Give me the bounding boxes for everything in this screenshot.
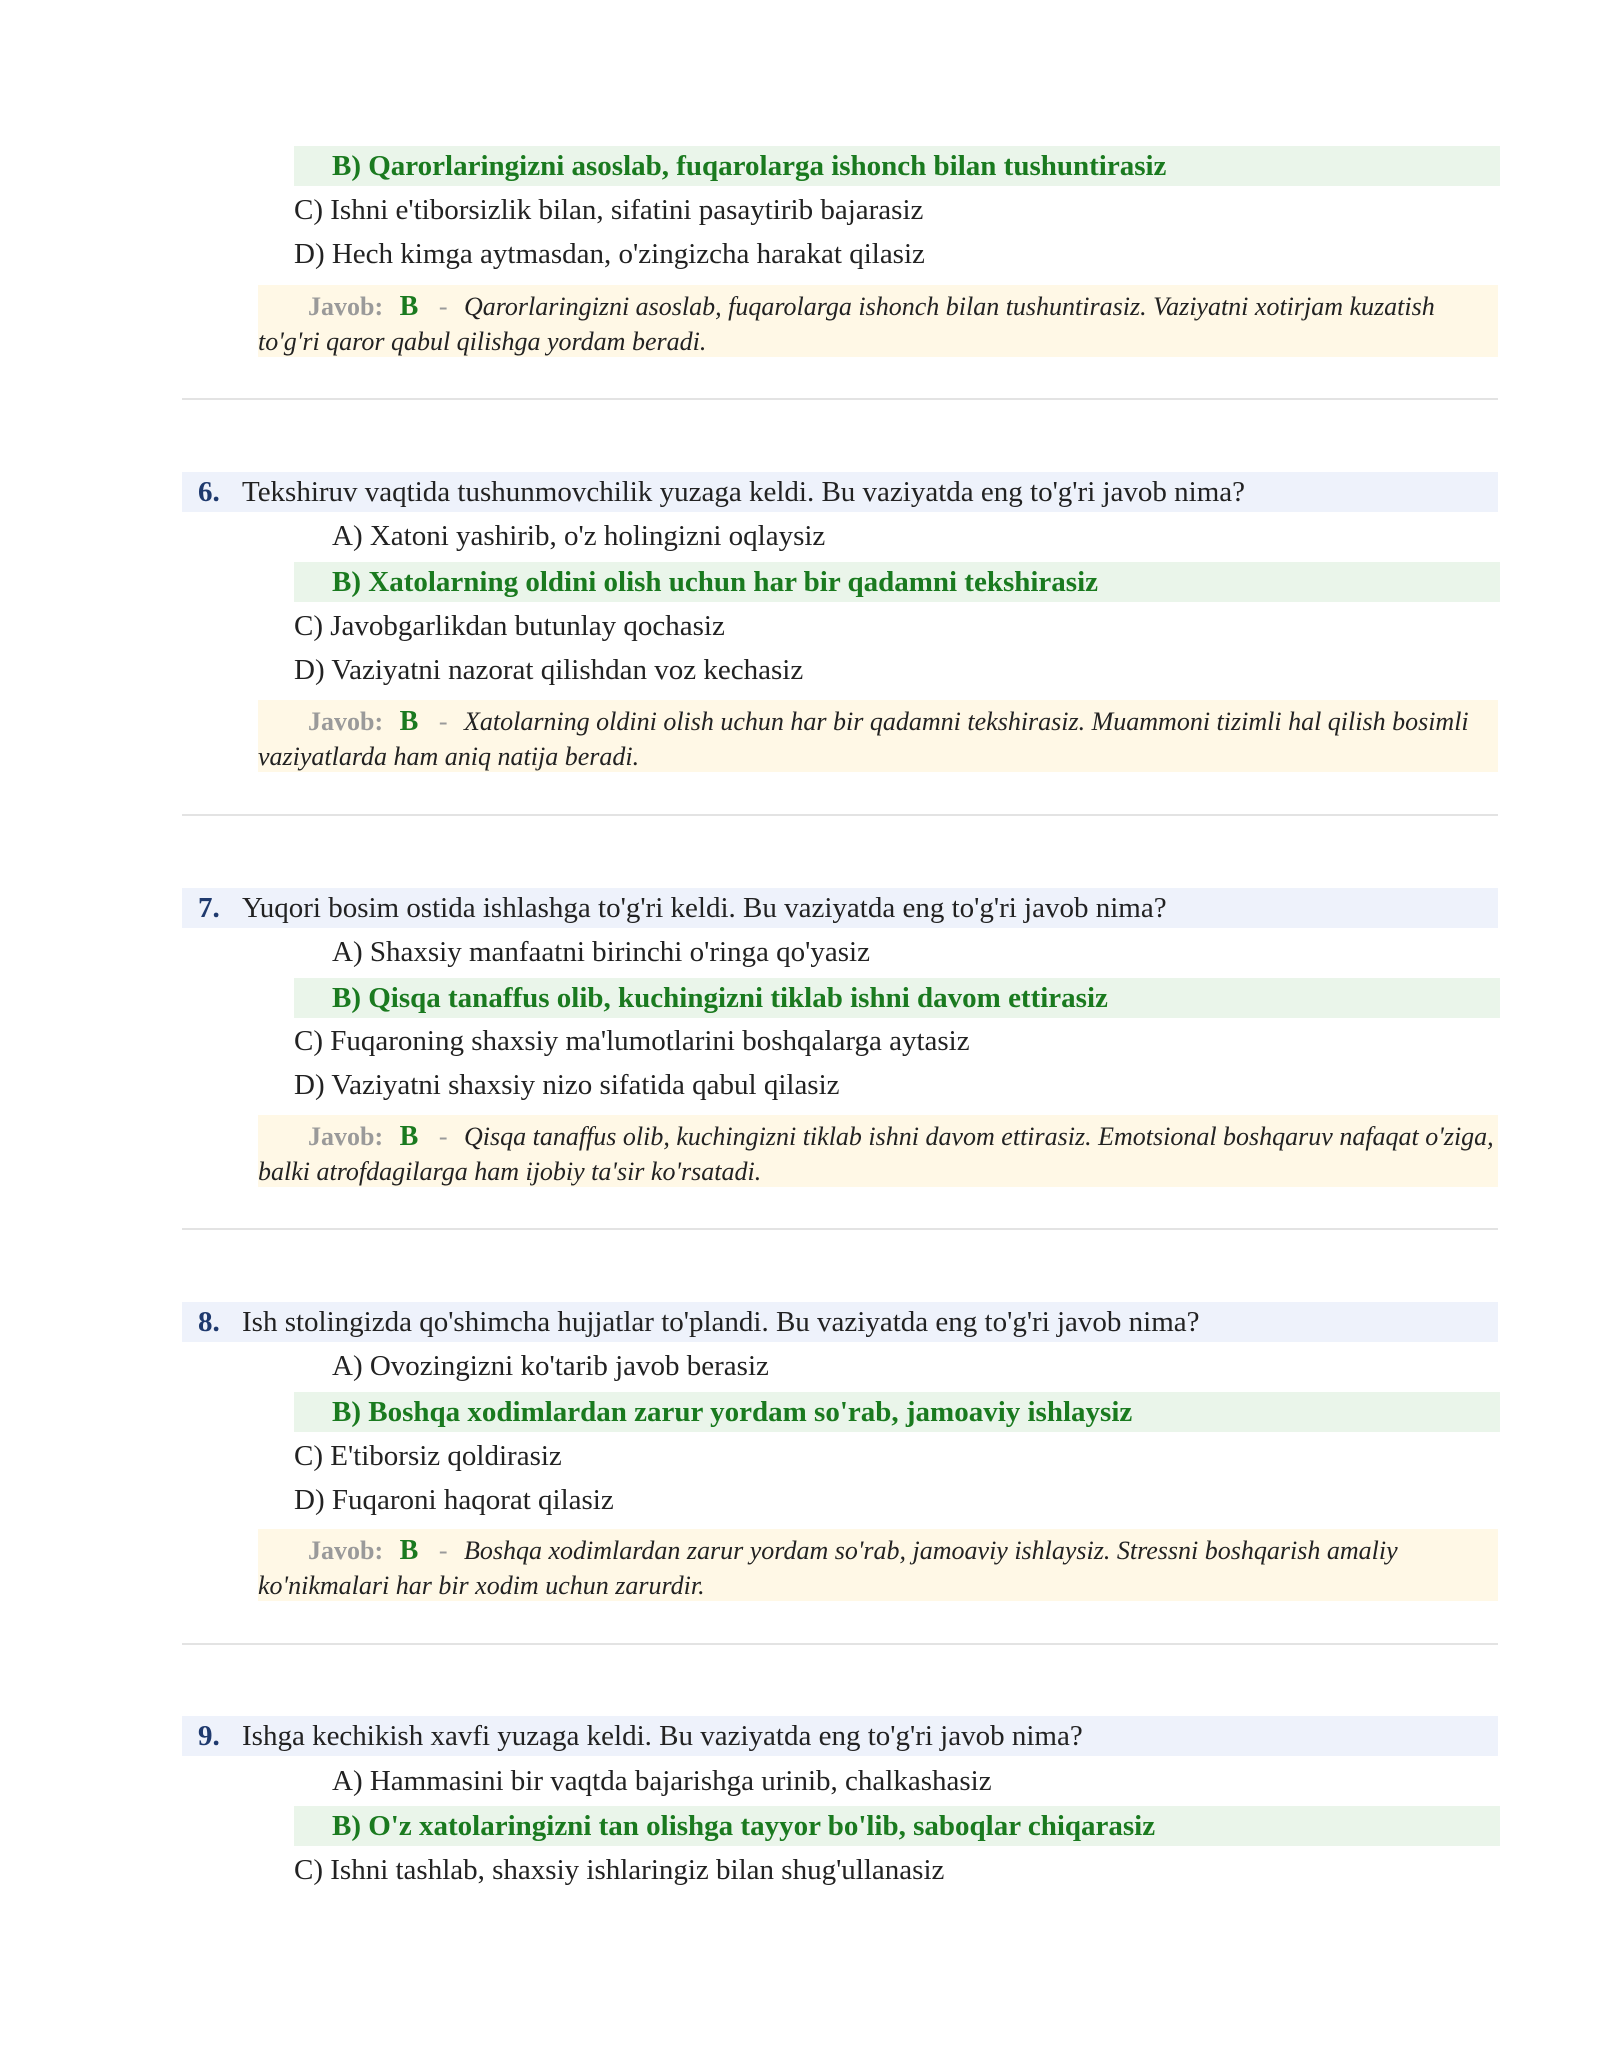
answer-letter: B	[399, 291, 419, 322]
answer-box	[258, 1529, 1498, 1601]
option-text: Ishni e'tiborsizlik bilan, sifatini pasaytirib bajarasiz	[330, 194, 924, 226]
option-text: Shaxsiy manfaatni birinchi o'ringa qo'yasiz	[369, 936, 870, 968]
option-b-correct	[294, 1806, 1500, 1846]
option-b-correct	[294, 146, 1500, 186]
answer-box	[258, 285, 1498, 357]
option-label: D)	[294, 1069, 325, 1101]
option-text: Ovozingizni ko'tarib javob berasiz	[369, 1350, 769, 1382]
option-text: Ishni tashlab, shaxsiy ishlaringiz bilan shug'ullanasiz	[330, 1854, 945, 1886]
option-text: Vaziyatni nazorat qilishdan voz kechasiz	[331, 654, 804, 686]
divider	[182, 398, 1498, 400]
option-a	[332, 516, 825, 556]
option-text: Qisqa tanaffus olib, kuchingizni tiklab ishni davom ettirasiz	[368, 982, 1108, 1014]
answer-explanation: Qisqa tanaffus olib, kuchingizni tiklab ishni davom ettirasiz. Emotsional boshqaruv nafaqat o'ziga, balki atrofdagilarga ham ijobiy ta'sir ko'rsatadi.	[258, 1122, 1494, 1186]
answer-letter: B	[399, 1535, 419, 1566]
option-c	[294, 606, 725, 646]
answer-label: Javob:	[308, 1122, 384, 1151]
option-label: C)	[294, 194, 323, 226]
question-number: 7.	[198, 892, 220, 924]
option-text: Hech kimga aytmasdan, o'zingizcha harakat qilasiz	[331, 238, 925, 270]
option-text: O'z xatolaringizni tan olishga tayyor bo'lib, saboqlar chiqarasiz	[368, 1810, 1156, 1842]
option-c	[294, 1436, 562, 1476]
option-label: D)	[294, 1484, 325, 1516]
answer-explanation: Xatolarning oldini olish uchun har bir qadamni tekshirasiz. Muammoni tizimli hal qilish bosimli vaziyatlarda ham aniq natija beradi.	[258, 707, 1469, 771]
question-7	[182, 888, 1498, 928]
option-text: Javobgarlikdan butunlay qochasiz	[330, 610, 725, 642]
question-8	[182, 1302, 1498, 1342]
option-c	[294, 190, 923, 230]
option-a	[332, 1761, 992, 1801]
option-a	[332, 1346, 769, 1386]
option-label: B)	[332, 1810, 361, 1842]
option-text: Vaziyatni shaxsiy nizo sifatida qabul qilasiz	[331, 1069, 840, 1101]
option-b-correct	[294, 978, 1500, 1018]
option-text: Xatolarning oldini olish uchun har bir qadamni tekshirasiz	[368, 566, 1099, 598]
answer-dash: -	[438, 292, 448, 321]
divider	[182, 1228, 1498, 1230]
question-text: Tekshiruv vaqtida tushunmovchilik yuzaga keldi. Bu vaziyatda eng to'g'ri javob nima?	[242, 476, 1246, 508]
option-text: Xatoni yashirib, o'z holingizni oqlaysiz	[369, 520, 826, 552]
option-label: A)	[332, 520, 363, 552]
answer-explanation: Qarorlaringizni asoslab, fuqarolarga ishonch bilan tushuntirasiz. Vaziyatni xotirjam kuzatish to'g'ri qaror qabul qilishga yordam beradi.	[258, 292, 1435, 356]
question-number: 8.	[198, 1306, 220, 1338]
option-d	[294, 234, 925, 274]
option-b-correct	[294, 562, 1500, 602]
option-a	[332, 932, 870, 972]
divider	[182, 1643, 1498, 1645]
option-label: A)	[332, 936, 363, 968]
option-label: D)	[294, 654, 325, 686]
question-9	[182, 1716, 1498, 1756]
option-b-correct	[294, 1392, 1500, 1432]
answer-dash: -	[438, 707, 448, 736]
option-text: E'tiborsiz qoldirasiz	[330, 1440, 562, 1472]
question-6	[182, 472, 1498, 512]
question-text: Ishga kechikish xavfi yuzaga keldi. Bu vaziyatda eng to'g'ri javob nima?	[242, 1720, 1083, 1752]
option-label: B)	[332, 150, 361, 182]
question-text: Yuqori bosim ostida ishlashga to'g'ri keldi. Bu vaziyatda eng to'g'ri javob nima?	[242, 892, 1167, 924]
question-number: 9.	[198, 1720, 220, 1752]
option-c	[294, 1021, 970, 1061]
option-c	[294, 1850, 944, 1890]
option-d	[294, 1480, 614, 1520]
answer-label: Javob:	[308, 707, 384, 736]
answer-dash: -	[438, 1122, 448, 1151]
option-label: B)	[332, 982, 361, 1014]
answer-box	[258, 700, 1498, 772]
option-text: Qarorlaringizni asoslab, fuqarolarga ishonch bilan tushuntirasiz	[368, 150, 1167, 182]
question-number: 6.	[198, 476, 220, 508]
option-d	[294, 650, 803, 690]
option-label: B)	[332, 566, 361, 598]
question-text: Ish stolingizda qo'shimcha hujjatlar to'plandi. Bu vaziyatda eng to'g'ri javob nima?	[242, 1306, 1200, 1338]
option-label: B)	[332, 1396, 361, 1428]
answer-explanation: Boshqa xodimlardan zarur yordam so'rab, jamoaviy ishlaysiz. Stressni boshqarish amaliy ko'nikmalari har bir xodim uchun zarurdir.	[258, 1536, 1398, 1600]
option-label: D)	[294, 238, 325, 270]
option-text: Hammasini bir vaqtda bajarishga urinib, chalkashasiz	[369, 1765, 992, 1797]
answer-box	[258, 1115, 1498, 1187]
option-label: A)	[332, 1350, 363, 1382]
option-text: Fuqaroning shaxsiy ma'lumotlarini boshqalarga aytasiz	[330, 1025, 970, 1057]
option-text: Boshqa xodimlardan zarur yordam so'rab, jamoaviy ishlaysiz	[368, 1396, 1133, 1428]
option-d	[294, 1065, 840, 1105]
option-text: Fuqaroni haqorat qilasiz	[331, 1484, 614, 1516]
answer-letter: B	[399, 706, 419, 737]
option-label: C)	[294, 610, 323, 642]
answer-label: Javob:	[308, 292, 384, 321]
option-label: C)	[294, 1440, 323, 1472]
option-label: C)	[294, 1854, 323, 1886]
option-label: C)	[294, 1025, 323, 1057]
option-label: A)	[332, 1765, 363, 1797]
divider	[182, 814, 1498, 816]
answer-dash: -	[438, 1536, 448, 1565]
answer-letter: B	[399, 1121, 419, 1152]
answer-label: Javob:	[308, 1536, 384, 1565]
